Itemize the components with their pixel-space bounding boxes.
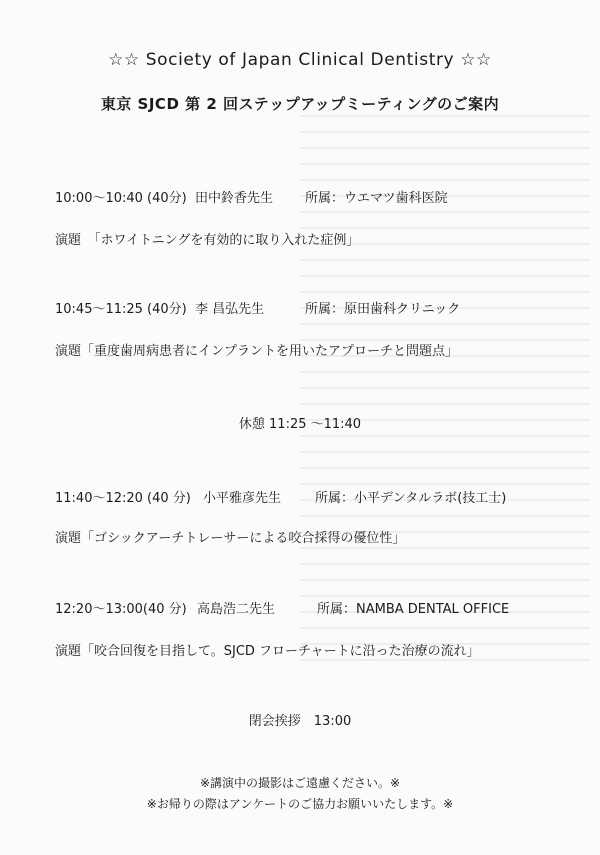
survey-note: ※お帰りの際はアンケートのご協力お願いいたします。※ [146, 797, 454, 811]
session-time: 10:00～10:40 (40分) [55, 191, 187, 206]
speaker-name: 小平雅彦先生 [203, 491, 282, 506]
speaker-affiliation: 所属：NAMBA DENTAL OFFICE [317, 602, 510, 617]
session-header [0, 598, 600, 616]
session-topic: 演題「ゴシックアーチトレーサーによる咬合採得の優位性」 [55, 531, 406, 546]
session-time: 10:45～11:25 (40分) [55, 302, 187, 317]
session-topic: 演題「重度歯周病患者にインプラントを用いたアプローチと問題点」 [55, 344, 459, 359]
speaker-name: 田中鈴香先生 [195, 191, 274, 206]
speaker-affiliation: 所属：小平デンタルラボ(技工士) [315, 491, 507, 506]
session-topic: 演題 「ホワイトニングを有効的に取り入れた症例」 [55, 233, 360, 248]
session-time: 12:20～13:00(40 分) [55, 602, 187, 617]
closing-remarks: 閉会挨拶 13:00 [248, 714, 352, 729]
session-time: 11:40～12:20 (40 分) [55, 491, 191, 506]
speaker-affiliation: 所属：原田歯科クリニック [305, 302, 461, 317]
no-photo-note: ※講演中の撮影はご遠慮ください。※ [199, 776, 401, 790]
document-subtitle: 東京 SJCD 第 2 回ステップアップミーティングのご案内 [100, 95, 500, 113]
speaker-name: 高島浩二先生 [197, 602, 276, 617]
document-title: ☆☆ Society of Japan Clinical Dentistry ☆☆ [108, 50, 492, 70]
session-header [0, 298, 600, 316]
speaker-name: 李 昌弘先生 [195, 302, 265, 317]
session-header [0, 187, 600, 205]
speaker-affiliation: 所属：ウエマツ歯科医院 [305, 191, 448, 206]
session-header [0, 487, 600, 505]
break-time: 休憩 11:25 ～11:40 [238, 417, 362, 432]
session-topic: 演題「咬合回復を目指して。SJCD フローチャートに沿った治療の流れ」 [55, 644, 480, 659]
